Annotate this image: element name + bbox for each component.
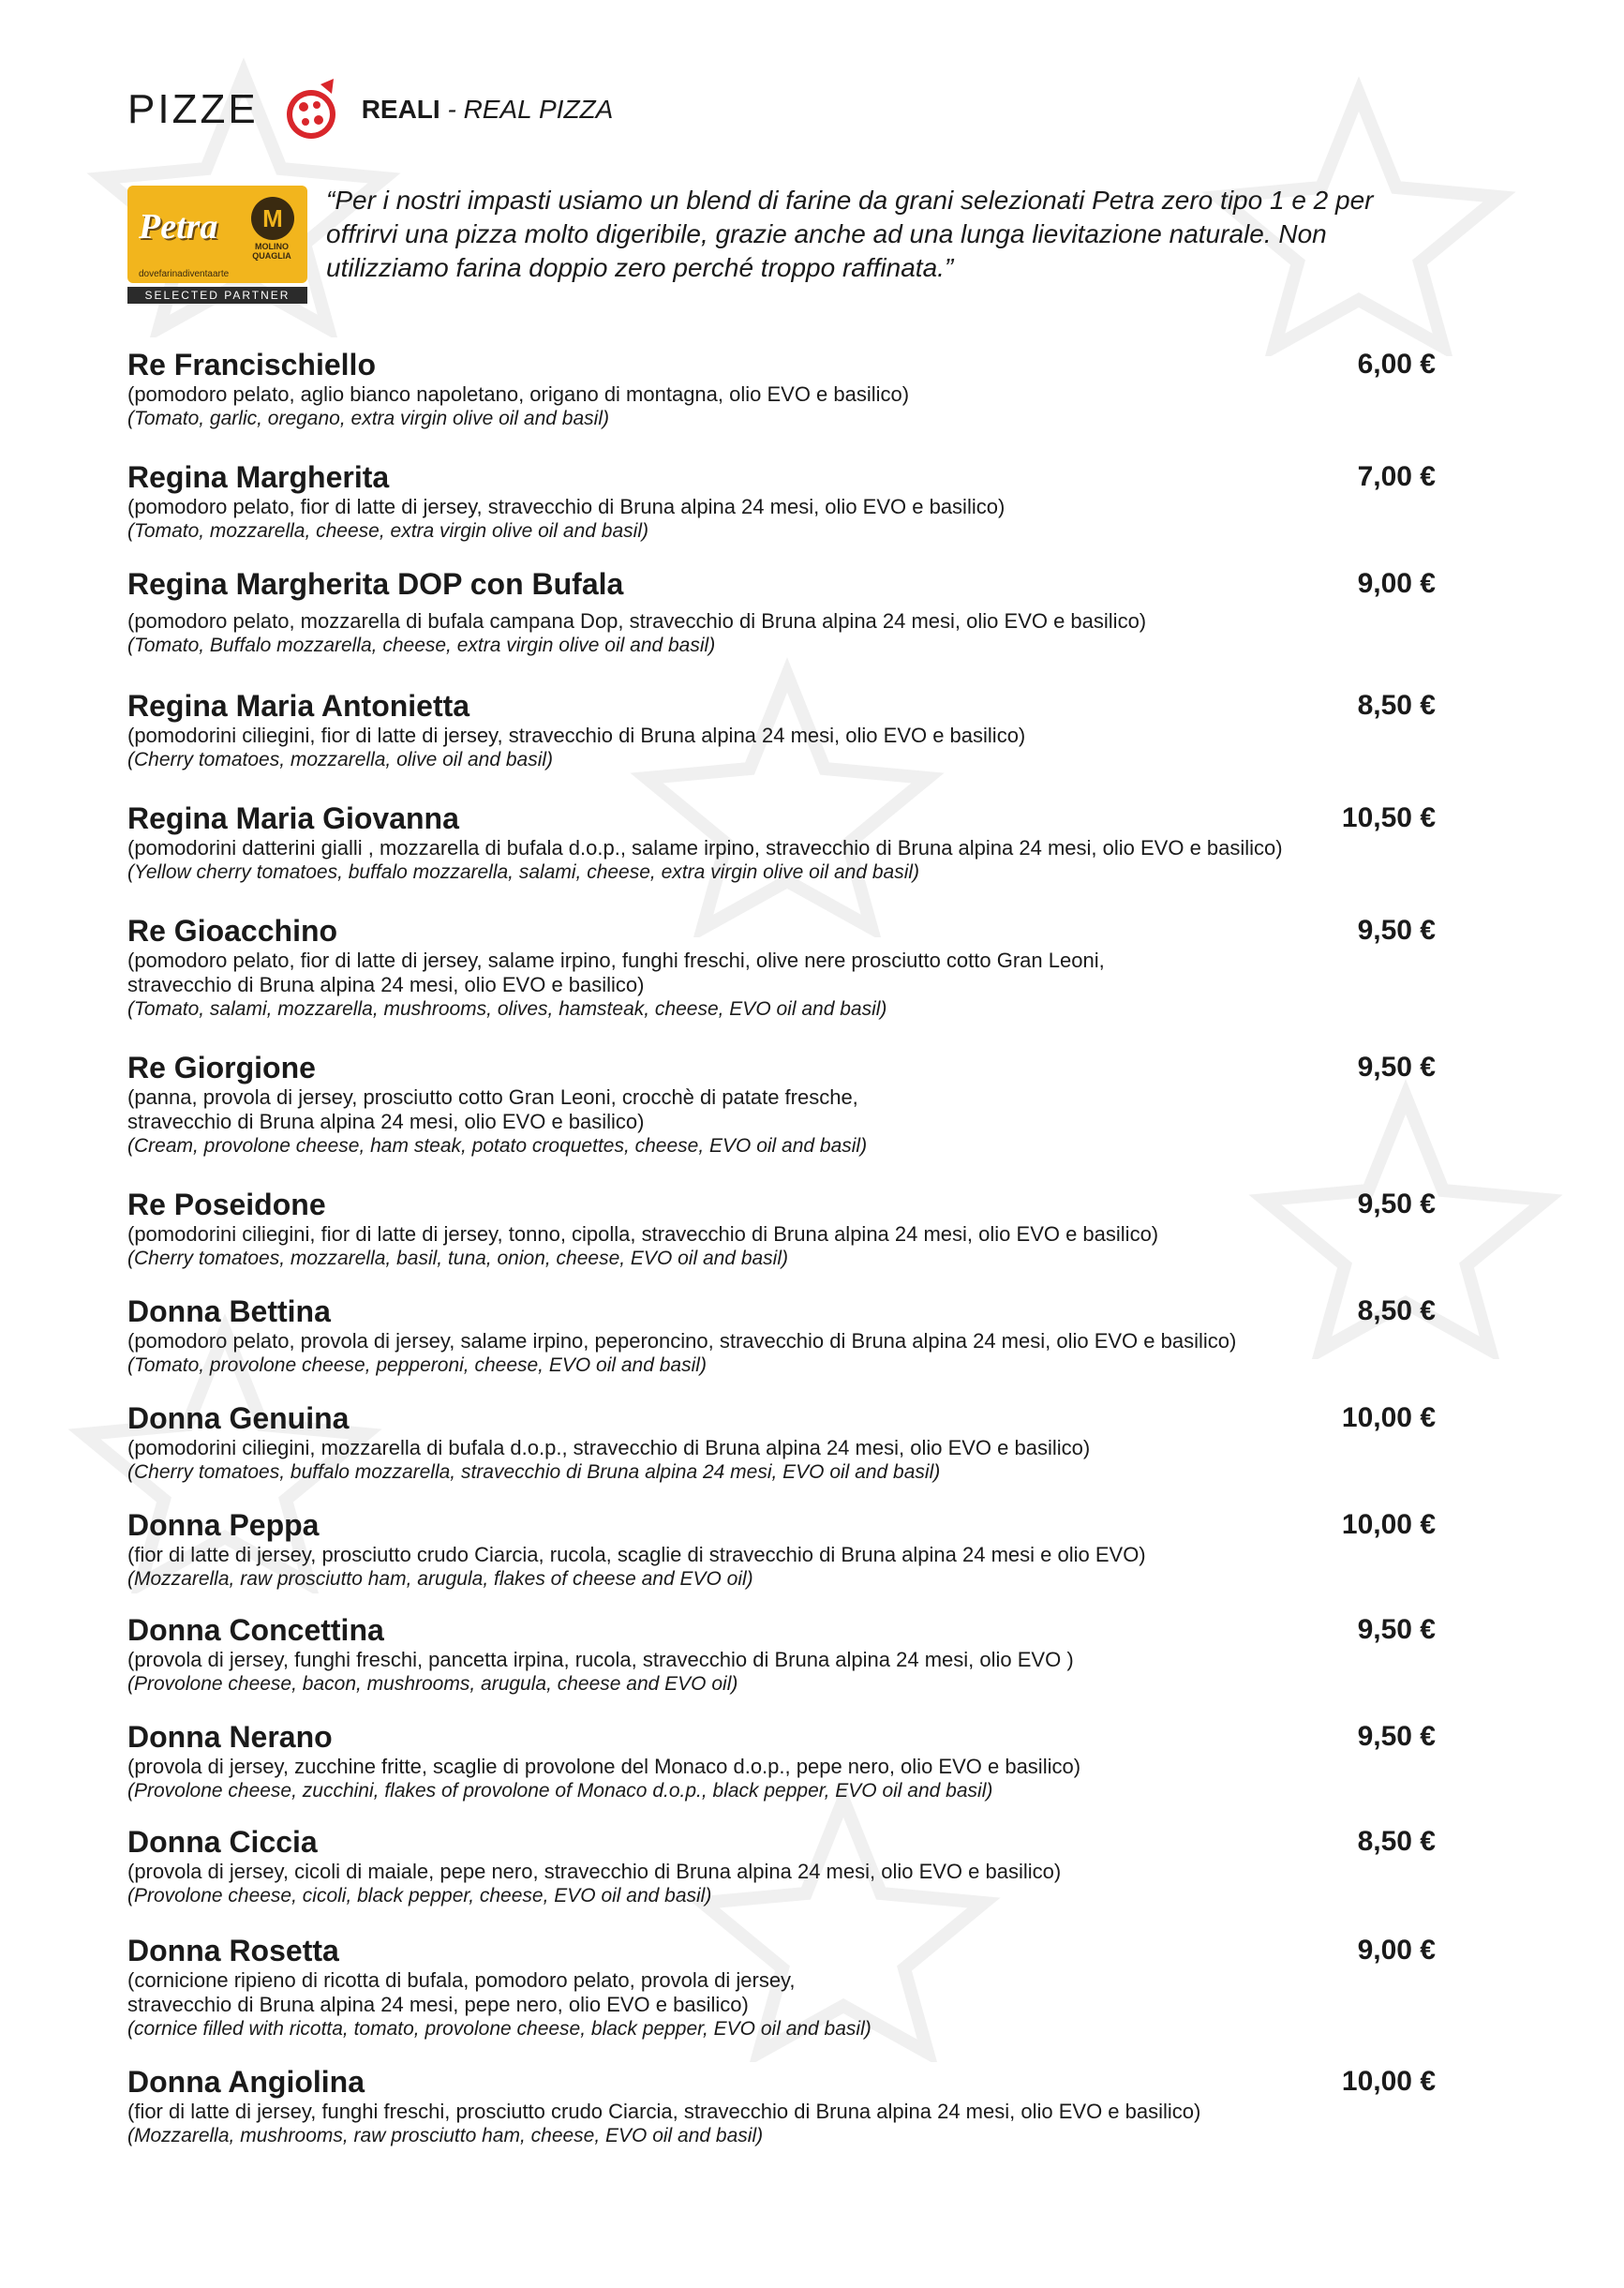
item-ingredients-it: (pomodoro pelato, mozzarella di bufala campana Dop, stravecchio di Bruna alpina 24 mesi, olio EVO e basilico) — [127, 609, 1147, 633]
menu-item — [127, 1050, 1496, 1159]
item-ingredients-en: (Cherry tomatoes, mozzarella, basil, tuna, onion, cheese, EVO oil and basil) — [127, 1248, 789, 1269]
item-price: 9,00 € — [1357, 1935, 1436, 1966]
item-name: Re Poseidone — [127, 1188, 326, 1221]
item-ingredients-it: (cornicione ripieno di ricotta di bufala, pomodoro pelato, provola di jersey, stravecchio di Bruna alpina 24 mesi, pepe nero, olio EVO e basilico) — [127, 1968, 796, 2016]
item-name: Re Gioacchino — [127, 914, 338, 948]
item-price: 9,50 € — [1357, 1721, 1436, 1752]
menu-item — [127, 1507, 1496, 1592]
subtitle-italic: - REAL PIZZA — [447, 95, 614, 124]
menu-item — [127, 1933, 1496, 2041]
item-price: 10,00 € — [1341, 1402, 1436, 1433]
item-name: Regina Margherita — [127, 460, 390, 494]
petra-brand: Petra — [139, 207, 218, 247]
flour-quote: “Per i nostri impasti usiamo un blend di farine da grani selezionati Petra zero tipo 1 e 2 per offrirvi una pizza molto digeribile, grazie anche ad una lunga lievitazione naturale. Non utilizziamo farina doppio zero perché troppo raffinata.” — [326, 186, 1374, 282]
item-name: Donna Genuina — [127, 1401, 350, 1435]
item-price: 9,50 € — [1357, 1189, 1436, 1219]
menu-item — [127, 459, 1496, 544]
item-name: Donna Bettina — [127, 1294, 331, 1328]
item-price: 10,00 € — [1341, 1509, 1436, 1540]
item-name: Donna Nerano — [127, 1720, 333, 1754]
section-title: PIZZE — [127, 86, 259, 132]
molino-quaglia-icon: M — [251, 197, 294, 240]
item-ingredients-it: (pomodorini datterini gialli , mozzarella di bufala d.o.p., salame irpino, stravecchio di Bruna alpina 24 mesi, olio EVO e basilico) — [127, 836, 1283, 860]
selected-partner-badge: SELECTED PARTNER — [127, 287, 307, 304]
item-ingredients-en: (Tomato, mozzarella, cheese, extra virgin olive oil and basil) — [127, 520, 648, 542]
menu-item — [127, 1824, 1496, 1908]
item-ingredients-en: (Cherry tomatoes, mozzarella, olive oil and basil) — [127, 749, 554, 770]
item-ingredients-it: (pomodoro pelato, fior di latte di jersey, salame irpino, funghi freschi, olive nere prosciutto cotto Gran Leoni, stravecchio di Bruna alpina 24 mesi, olio EVO e basilico) — [127, 949, 1105, 996]
item-ingredients-it: (pomodoro pelato, provola di jersey, salame irpino, peperoncino, stravecchio di Bruna alpina 24 mesi, olio EVO e basilico) — [127, 1329, 1237, 1353]
item-ingredients-it: (panna, provola di jersey, prosciutto cotto Gran Leoni, crocchè di patate fresche, stravecchio di Bruna alpina 24 mesi, olio EVO e basilico) — [127, 1085, 858, 1133]
item-ingredients-en: (Mozzarella, raw prosciutto ham, arugula, flakes of cheese and EVO oil) — [127, 1568, 753, 1590]
item-price: 8,50 € — [1357, 1826, 1436, 1857]
item-ingredients-it: (fior di latte di jersey, funghi freschi, prosciutto crudo Ciarcia, stravecchio di Bruna alpina 24 mesi, olio EVO e basilico) — [127, 2100, 1201, 2123]
item-price: 9,50 € — [1357, 1052, 1436, 1083]
item-ingredients-en: (Mozzarella, mushrooms, raw prosciutto ham, cheese, EVO oil and basil) — [127, 2125, 764, 2146]
page-header — [127, 67, 613, 152]
item-ingredients-en: (Tomato, garlic, oregano, extra virgin olive oil and basil) — [127, 408, 609, 429]
item-ingredients-it: (provola di jersey, funghi freschi, pancetta irpina, rucola, stravecchio di Bruna alpina 24 mesi, olio EVO ) — [127, 1648, 1074, 1671]
item-price: 9,50 € — [1357, 915, 1436, 946]
item-ingredients-it: (provola di jersey, cicoli di maiale, pepe nero, stravecchio di Bruna alpina 24 mesi, olio EVO e basilico) — [127, 1860, 1062, 1883]
item-price: 9,00 € — [1357, 568, 1436, 599]
menu-item — [127, 913, 1496, 1022]
item-ingredients-it: (pomodorini ciliegini, mozzarella di bufala d.o.p., stravecchio di Bruna alpina 24 mesi, olio EVO e basilico) — [127, 1436, 1091, 1459]
item-ingredients-en: (Cherry tomatoes, buffalo mozzarella, stravecchio di Bruna alpina 24 mesi, EVO oil and basil) — [127, 1461, 941, 1483]
item-price: 9,50 € — [1357, 1614, 1436, 1645]
item-name: Donna Angiolina — [127, 2065, 365, 2099]
menu-item — [127, 1400, 1496, 1485]
item-ingredients-it: (pomodoro pelato, fior di latte di jersey, stravecchio di Bruna alpina 24 mesi, olio EVO e basilico) — [127, 495, 1006, 518]
mill-name: MOLINO QUAGLIA — [252, 242, 291, 261]
pizza-icon — [285, 77, 341, 142]
item-price: 7,00 € — [1357, 461, 1436, 492]
item-ingredients-en: (Provolone cheese, bacon, mushrooms, arugula, cheese and EVO oil) — [127, 1673, 738, 1695]
menu-item — [127, 1187, 1496, 1271]
item-price: 10,50 € — [1341, 802, 1436, 833]
item-price: 6,00 € — [1357, 349, 1436, 380]
item-price: 8,50 € — [1357, 690, 1436, 721]
item-ingredients-en: (Tomato, provolone cheese, pepperoni, cheese, EVO oil and basil) — [127, 1354, 707, 1376]
item-name: Regina Maria Giovanna — [127, 801, 459, 835]
item-ingredients-en: (Yellow cherry tomatoes, buffalo mozzarella, salami, cheese, extra virgin olive oil and basil) — [127, 861, 920, 883]
item-ingredients-en: (Tomato, salami, mozzarella, mushrooms, olives, hamsteak, cheese, EVO oil and basil) — [127, 998, 887, 1020]
item-name: Donna Concettina — [127, 1613, 384, 1647]
item-price: 10,00 € — [1341, 2066, 1436, 2097]
item-ingredients-en: (Tomato, Buffalo mozzarella, cheese, extra virgin olive oil and basil) — [127, 635, 716, 656]
menu-item — [127, 2064, 1496, 2148]
item-ingredients-it: (pomodoro pelato, aglio bianco napoletano, origano di montagna, olio EVO e basilico) — [127, 382, 910, 406]
subtitle-bold: REALI — [361, 95, 440, 124]
item-name: Re Giorgione — [127, 1051, 316, 1084]
menu-item — [127, 688, 1496, 772]
item-ingredients-it: (pomodorini ciliegini, fior di latte di jersey, stravecchio di Bruna alpina 24 mesi, olio EVO e basilico) — [127, 724, 1026, 747]
item-ingredients-en: (cornice filled with ricotta, tomato, provolone cheese, black pepper, EVO oil and basil) — [127, 2018, 872, 2040]
petra-partner-logo — [127, 186, 307, 306]
menu-item — [127, 1612, 1496, 1697]
item-name: Regina Margherita DOP con Bufala — [127, 567, 624, 601]
item-ingredients-en: (Provolone cheese, cicoli, black pepper, cheese, EVO oil and basil) — [127, 1885, 712, 1907]
item-name: Donna Rosetta — [127, 1934, 339, 1967]
item-ingredients-it: (fior di latte di jersey, prosciutto crudo Ciarcia, rucola, scaglie di stravecchio di Bruna alpina 24 mesi e olio EVO) — [127, 1543, 1146, 1566]
menu-item — [127, 800, 1496, 885]
item-ingredients-en: (Provolone cheese, zucchini, flakes of provolone of Monaco d.o.p., black pepper, EVO oil and basil) — [127, 1780, 993, 1802]
item-price: 8,50 € — [1357, 1295, 1436, 1326]
item-name: Regina Maria Antonietta — [127, 689, 470, 723]
item-ingredients-it: (pomodorini ciliegini, fior di latte di jersey, tonno, cipolla, stravecchio di Bruna alpina 24 mesi, olio EVO e basilico) — [127, 1222, 1159, 1246]
item-name: Donna Ciccia — [127, 1825, 318, 1859]
item-name: Donna Peppa — [127, 1508, 320, 1542]
menu-item — [127, 347, 1496, 431]
item-ingredients-it: (provola di jersey, zucchine fritte, scaglie di provolone del Monaco d.o.p., pepe nero, olio EVO e basilico) — [127, 1755, 1081, 1778]
menu-item — [127, 1719, 1496, 1803]
item-ingredients-en: (Cream, provolone cheese, ham steak, potato croquettes, cheese, EVO oil and basil) — [127, 1135, 868, 1157]
menu-item — [127, 566, 1496, 658]
petra-tagline: dovefarinadiventaarte — [139, 269, 230, 279]
item-name: Re Francischiello — [127, 348, 376, 381]
menu-item — [127, 1294, 1496, 1378]
